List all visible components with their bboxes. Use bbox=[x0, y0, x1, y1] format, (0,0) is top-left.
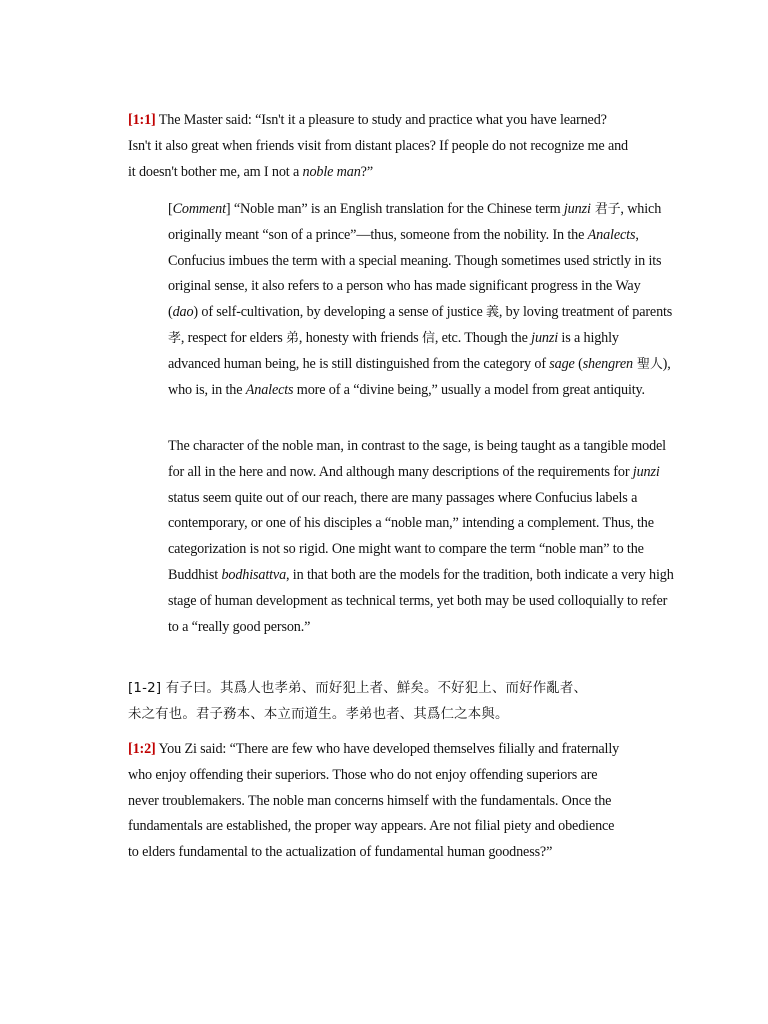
passage-ref: [1:2] bbox=[128, 741, 156, 757]
passage-1-1: [1:1] The Master said: “Isn't it a pleasure to study and practice what you have learned? Isn't it also great when friends visit from distant places? If people do not recognize me and it doesn't bother me, am I not a noble man?” bbox=[128, 112, 628, 180]
comment-paragraph-2: The character of the noble man, in contrast to the sage, is being taught as a tangible model for all in the here and now. And although many descriptions of the requirements for junzi status seem quite out of our reach, there are many passages where Confucius labels a contemporary, or one of his disciples a “noble man,” intending a complement. Thus, the categorization is not so rigid. One might want to compare the term “noble man” to the Buddhist bodhisattva, in that both are the models for the tradition, both indicate a very high stage of human development as technical terms, yet both may be used colloquially to refer to a “really good person.” bbox=[168, 438, 674, 635]
passage-1-2: [1:2] You Zi said: “There are few who have developed themselves filially and fraternally who enjoy offending their superiors. Those who do not enjoy offending superiors are never troublemakers. The noble man concerns himself with the fundamentals. Once the fundamentals are established, the proper way appears. Are not filial piety and obedience to elders fundamental to the actualization of fundamental human goodness?” bbox=[128, 741, 620, 861]
chinese-passage-1-2-line-1: [1-2] 有子曰。其爲人也孝弟、而好犯上者、鮮矣。不好犯上、而好作亂者、 bbox=[128, 681, 588, 696]
passage-ref: [1:1] bbox=[128, 112, 156, 128]
comment-paragraph: [Comment] “Noble man” is an English translation for the Chinese term junzi 君子, which originally meant “son of a prince”—thus, someone from the nobility. In the Analects, Confucius imbues the term with a special meaning. Though sometimes used strictly in its original sense, it also refers to a person who has made significant progress in the Way (dao) of self-cultivation, by developing a sense of justice 義, by loving treatment of parents 孝, respect for elders 弟, honesty with friends 信, etc. Though the junzi is a highly advanced human being, he is still distinguished from the category of sage (shengren 聖人), who is, in the Analects more of a “divine being,” usually a model from great antiquity. bbox=[168, 201, 673, 398]
chinese-passage-1-2-line-2: 未之有也。君子務本、本立而道生。孝弟也者、其爲仁之本與。 bbox=[128, 707, 509, 722]
